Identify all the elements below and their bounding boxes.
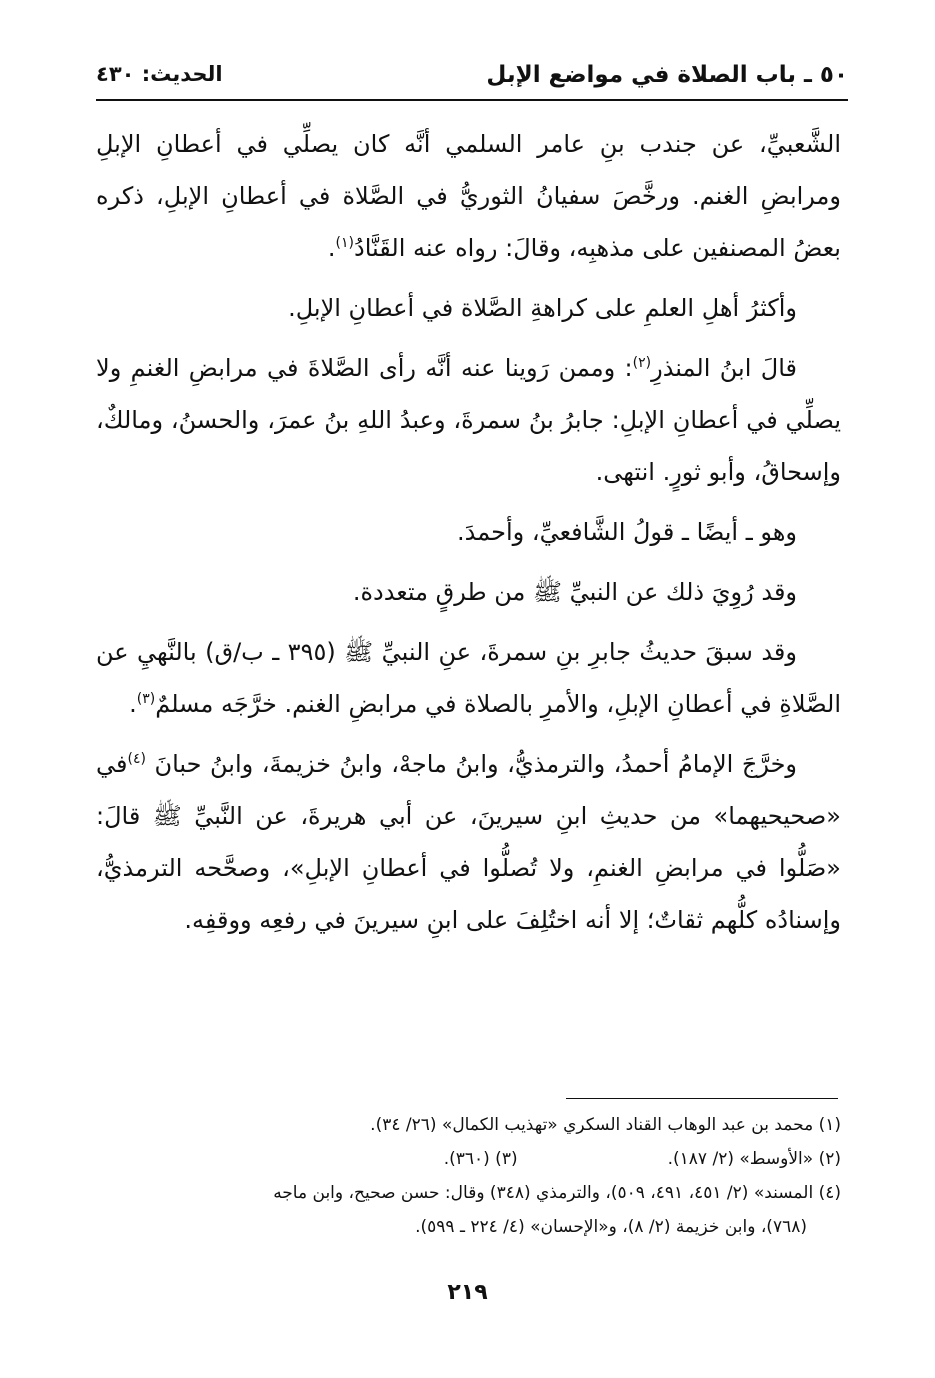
paragraph-5: وقد رُوِيَ ذلك عن النبيِّ ﷺ من طرقٍ متعددة. (352, 578, 797, 606)
page-number: ٢١٩ (447, 1280, 488, 1305)
hadith-number-label: الحديث: ٤٣٠ (96, 62, 223, 86)
paragraph-3 (96, 342, 841, 498)
paragraph-3-start: قالَ ابنُ المنذرِ (651, 354, 797, 382)
paragraph-1 (96, 118, 841, 274)
paragraph-2: وأكثرُ أهلِ العلمِ على كراهةِ الصَّلاة في أعطانِ الإبلِ. (288, 294, 797, 322)
footnote-ref-4: (٤) (127, 751, 146, 767)
footnote-4-continued: (٧٦٨)، وابن خزيمة (٢/ ٨)، و«الإحسان» (٤/ ٢٢٤ ـ ٥٩٩). (415, 1217, 807, 1237)
paragraph-1-text: الشَّعبيِّ، عن جندب بنِ عامر السلمي أنَّه كان يصلِّي في أعطانِ الإبلِ ومرابضِ الغنم. ورخَّصَ سفيانُ الثوريُّ في الصَّلاة في أعطانِ الإبلِ، ذكره بعضُ المصنفين على مذهبِه، وقالَ: رواه عنه القَنَّادُ (96, 130, 841, 262)
paragraph-6-text: وقد سبقَ حديثُ جابرِ بنِ سمرةَ، عنِ النبيِّ ﷺ (٣٩٥ ـ ب/ق) بالنَّهيِ عن الصَّلاةِ في أعطانِ الإبلِ، والأمرِ بالصلاة في مرابضِ الغنم. خرَّجَه مسلمٌ (96, 638, 841, 718)
footnote-4: (٤) المسند» (٢/ ٤٥١، ٤٩١، ٥٠٩)، والترمذي (٣٤٨) وقال: حسن صحيح، وابن ماجه (273, 1183, 841, 1203)
footnote-row-2-3 (96, 1142, 841, 1176)
footnote-divider (566, 1098, 838, 1099)
header-divider (96, 99, 848, 101)
footnote-1: (١) محمد بن عبد الوهاب القناد السكري «تهذيب الكمال» (٢٦/ ٣٤). (370, 1115, 841, 1135)
chapter-title: ٥٠ ـ باب الصلاة في مواضع الإبل (486, 62, 848, 88)
paragraph-7 (96, 738, 841, 946)
paragraph-1-end: . (327, 234, 336, 262)
paragraph-4: وهو ـ أيضًا ـ قولُ الشَّافعيِّ، وأحمدَ. (457, 518, 797, 546)
paragraph-7-start: وخرَّجَ الإمامُ أحمدُ، والترمذيُّ، وابنُ ماجهْ، وابنُ خزيمةَ، وابنُ حبانَ (154, 750, 797, 778)
paragraph-3-rest: : وممن رَوينا عنه أنَّه رأى الصَّلاةَ في مرابضِ الغنمِ ولا يصلِّي في أعطانِ الإبلِ: جابرُ بنُ سمرةَ، وعبدُ اللهِ بنُ عمرَ، والحسنُ، ومالكٌ، وإسحاقُ، وأبو ثورٍ. انتهى. (96, 354, 841, 486)
footnote-2: (٢) «الأوسط» (٢/ ١٨٧). (667, 1149, 841, 1169)
footnote-ref-2: (٢) (632, 355, 652, 371)
paragraph-7-rest: في «صحيحيهما» من حديثِ ابنِ سيرينَ، عن أبي هريرةَ، عن النَّبيِّ ﷺ قالَ: «صَلُّوا في مرابضِ الغنمِ، ولا تُصلُّوا في أعطانِ الإبلِ»، وصحَّحه الترمذيُّ، وإسنادُه كلُّهم ثقاتٌ؛ إلا أنه اختُلِفَ على ابنِ سيرينَ في رفعِه ووقفِه. (96, 750, 841, 934)
paragraph-6-end: . (129, 690, 137, 718)
footnotes (96, 1108, 841, 1244)
main-text (96, 118, 841, 954)
page-header (96, 60, 848, 100)
footnote-ref-1: (١) (335, 235, 355, 251)
footnote-ref-3: (٣) (136, 691, 156, 707)
paragraph-6 (96, 626, 841, 730)
footnote-3: (٣) (٣٦٠). (443, 1149, 518, 1169)
